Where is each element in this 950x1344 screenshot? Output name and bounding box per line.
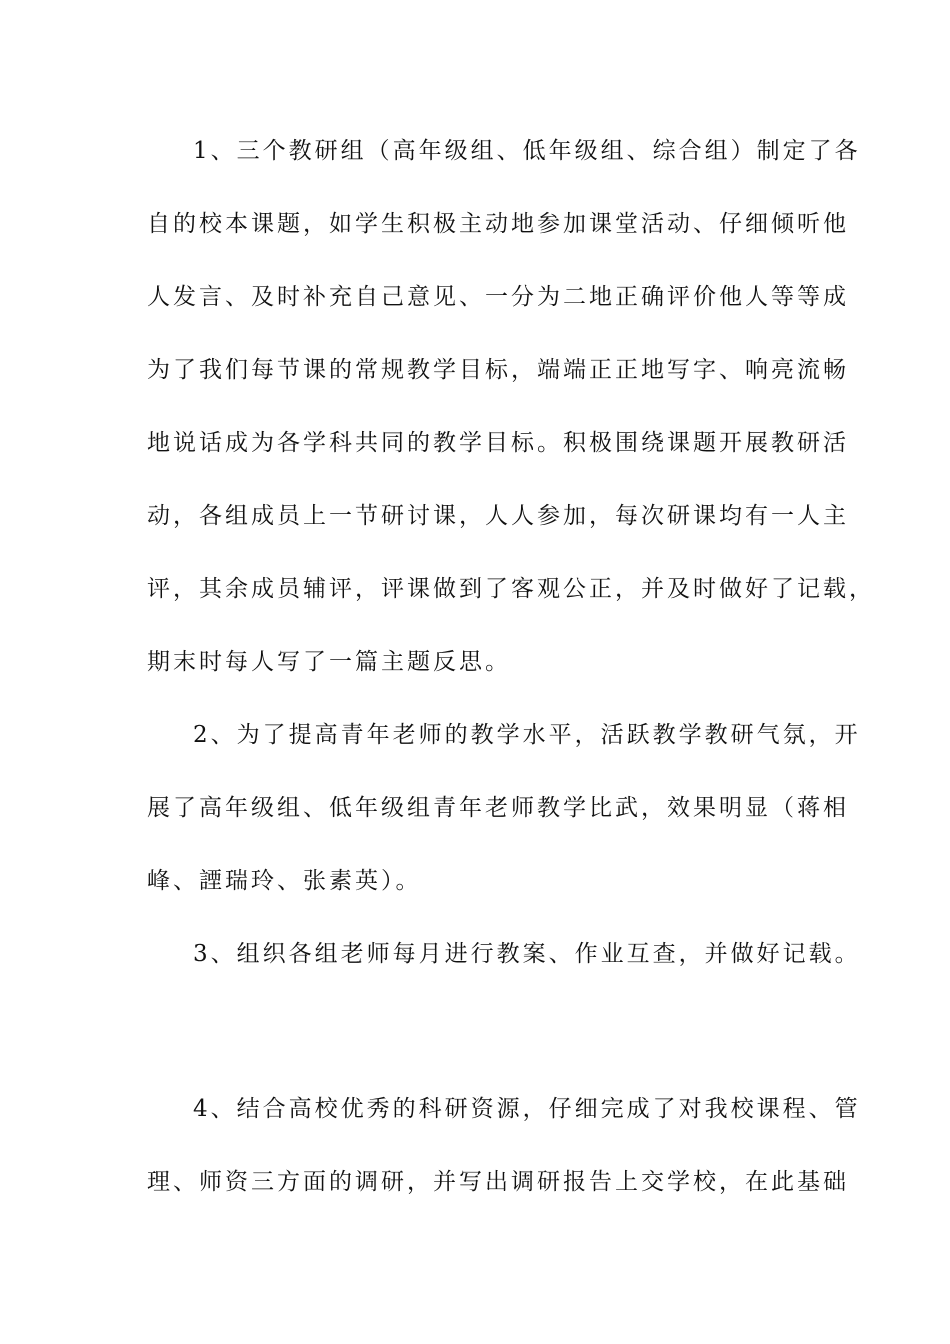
paragraph-1-line-1: 1、三个教研组（高年级组、低年级组、综合组）制定了各 <box>193 138 861 164</box>
paragraph-4-line-1: 4、结合高校优秀的科研资源，仔细完成了对我校课程、管 <box>193 1096 861 1122</box>
paragraph-1-line-4: 为了我们每节课的常规教学目标，端端正正地写字、响亮流畅 <box>147 357 849 383</box>
paragraph-2-line-1: 2、为了提高青年老师的教学水平，活跃教学教研气氛，开 <box>193 722 861 748</box>
paragraph-1-line-8: 期末时每人写了一篇主题反思。 <box>147 649 511 675</box>
paragraph-1-line-5: 地说话成为各学科共同的教学目标。积极围绕课题开展教研活 <box>147 430 849 456</box>
paragraph-3-line-1: 3、组织各组老师每月进行教案、作业互查，并做好记载。 <box>193 941 861 967</box>
paragraph-1-line-2: 自的校本课题，如学生积极主动地参加课堂活动、仔细倾听他 <box>147 211 849 237</box>
paragraph-4-line-2: 理、师资三方面的调研，并写出调研报告上交学校，在此基础 <box>147 1169 849 1195</box>
paragraph-2-line-3: 峰、諲瑞玲、张素英）。 <box>147 868 422 894</box>
paragraph-1-line-7: 评，其余成员辅评，评课做到了客观公正，并及时做好了记载， <box>147 576 875 602</box>
paragraph-2-line-2: 展了高年级组、低年级组青年老师教学比武，效果明显（蒋相 <box>147 795 849 821</box>
paragraph-1-line-3: 人发言、及时补充自己意见、一分为二地正确评价他人等等成 <box>147 284 849 310</box>
paragraph-1-line-6: 动，各组成员上一节研讨课，人人参加，每次研课均有一人主 <box>147 503 849 529</box>
